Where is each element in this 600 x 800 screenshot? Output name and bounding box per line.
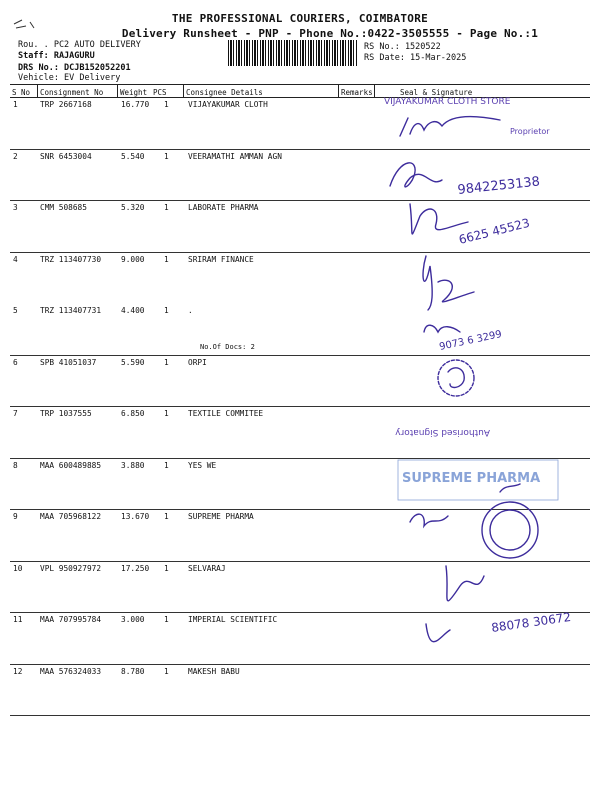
row-sno: 12: [13, 666, 23, 676]
route-info: Rou. . PC2 AUTO DELIVERY: [18, 40, 141, 50]
row-weight: 4.400: [121, 306, 145, 315]
row-sno: 6: [13, 357, 18, 367]
row-sno: 2: [13, 151, 18, 161]
row-sno: 1: [13, 100, 18, 109]
col-divider: [338, 84, 339, 97]
row-consignee: LABORATE PHARMA: [188, 203, 259, 212]
row-pcs: 1: [164, 100, 169, 109]
row-consignment-no: TRZ 113407730: [40, 254, 102, 264]
company-title: THE PROFESSIONAL COURIERS, COIMBATORE: [171, 12, 429, 25]
row-pcs: 1: [164, 357, 169, 367]
row-weight: 5.590: [121, 357, 145, 367]
row-consignee: TEXTILE COMMITEE: [188, 409, 264, 418]
row-consignee: .: [188, 306, 193, 315]
col-divider: [37, 84, 38, 97]
row-weight: 3.000: [121, 615, 145, 624]
table-top-border: [10, 84, 590, 85]
row-sno: 3: [13, 203, 18, 212]
col-header-remarks: Remarks: [341, 88, 373, 97]
row-sno: 9: [13, 512, 18, 521]
phone-note-1: 9842253138: [456, 174, 541, 198]
table-bottom-border: [10, 715, 590, 716]
row-pcs: 1: [164, 615, 169, 624]
row-consignment-no: TRP 1037555: [40, 409, 92, 418]
drs-number: DRS No.: DCJB152052201: [18, 63, 131, 73]
phone-note-3: 9073 6 3299: [438, 328, 503, 353]
row-pcs: 1: [164, 306, 169, 315]
row-weight: 8.780: [121, 666, 145, 676]
row-consignment-no: MAA 707995784: [40, 615, 102, 624]
row-consignee: SELVARAJ: [188, 563, 226, 573]
row-consignment-no: TRZ 113407731: [40, 306, 102, 315]
row-sno: 5: [13, 306, 18, 315]
phone-note-2: 6625 45523: [457, 215, 532, 247]
row-weight: 3.880: [121, 460, 145, 470]
row-consignment-no: VPL 950927972: [40, 563, 102, 573]
signatures-stamps: [380, 96, 595, 666]
row-weight: 5.320: [121, 203, 145, 212]
row-consignee: VEERAMATHI AMMAN AGN: [188, 151, 282, 161]
col-header-weight: Weight: [120, 88, 148, 97]
rs-date: RS Date: 15-Mar-2025: [364, 53, 467, 63]
row-consignment-no: MAA 576324033: [40, 666, 102, 676]
row-consignee: YES WE: [188, 460, 217, 470]
row-sno: 10: [13, 563, 23, 573]
row-pcs: 1: [164, 666, 169, 676]
staff-info: Staff: RAJAGURU: [18, 51, 95, 61]
row-pcs: 1: [164, 409, 169, 418]
col-divider: [183, 84, 184, 97]
row-pcs: 1: [164, 203, 169, 212]
row-weight: 17.250: [121, 563, 150, 573]
row-pcs: 1: [164, 460, 169, 470]
row-weight: 16.770: [121, 100, 150, 109]
seal-authorised: Authorised Signatory: [395, 427, 490, 437]
row-consignment-no: SPB 41051037: [40, 357, 97, 367]
seal-proprietor: Proprietor: [510, 127, 550, 136]
vehicle-info: Vehicle: EV Delivery: [18, 73, 121, 83]
row-consignment-no: TRP 2667168: [40, 100, 92, 109]
phone-note-4: 88078 30672: [490, 609, 572, 635]
row-consignee: SUPREME PHARMA: [188, 512, 254, 521]
col-header-seal: Seal & Signature: [400, 88, 473, 97]
row-consignment-no: MAA 705968122: [40, 512, 102, 521]
barcode: [228, 40, 358, 66]
row-consignee: SRIRAM FINANCE: [188, 254, 254, 264]
col-header-sno: S No: [12, 88, 31, 97]
seal-vijayakumar: VIJAYAKUMAR CLOTH STORE: [384, 97, 511, 107]
row-note: No.Of Docs: 2: [200, 343, 255, 351]
row-consignee: IMPERIAL SCIENTIFIC: [188, 615, 278, 624]
row-consignment-no: MAA 600489885: [40, 460, 102, 470]
row-consignee: MAKESH BABU: [188, 666, 240, 676]
row-sno: 8: [13, 460, 18, 470]
runsheet-subtitle: Delivery Runsheet - PNP - Phone No.:0422-3505555 - Page No.:1: [121, 27, 539, 40]
seal-supreme-pharma: SUPREME PHARMA: [402, 471, 541, 486]
col-header-consignment: Consignment No: [40, 88, 104, 97]
rs-number: RS No.: 1520522: [364, 42, 441, 52]
row-sno: 4: [13, 254, 18, 264]
row-sno: 11: [13, 615, 23, 624]
row-pcs: 1: [164, 151, 169, 161]
row-pcs: 1: [164, 512, 169, 521]
row-weight: 13.670: [121, 512, 150, 521]
col-divider: [117, 84, 118, 97]
row-consignee: VIJAYAKUMAR CLOTH: [188, 100, 268, 109]
row-consignee: ORPI: [188, 357, 207, 367]
col-header-pcs: PCS: [153, 88, 167, 97]
row-weight: 9.000: [121, 254, 145, 264]
row-weight: 5.540: [121, 151, 145, 161]
row-consignment-no: SNR 6453004: [40, 151, 92, 161]
row-pcs: 1: [164, 563, 169, 573]
row-pcs: 1: [164, 254, 169, 264]
col-divider: [374, 84, 375, 97]
row-sno: 7: [13, 409, 18, 418]
col-header-consignee: Consignee Details: [186, 88, 263, 97]
row-consignment-no: CMM 508685: [40, 203, 87, 212]
row-weight: 6.850: [121, 409, 145, 418]
